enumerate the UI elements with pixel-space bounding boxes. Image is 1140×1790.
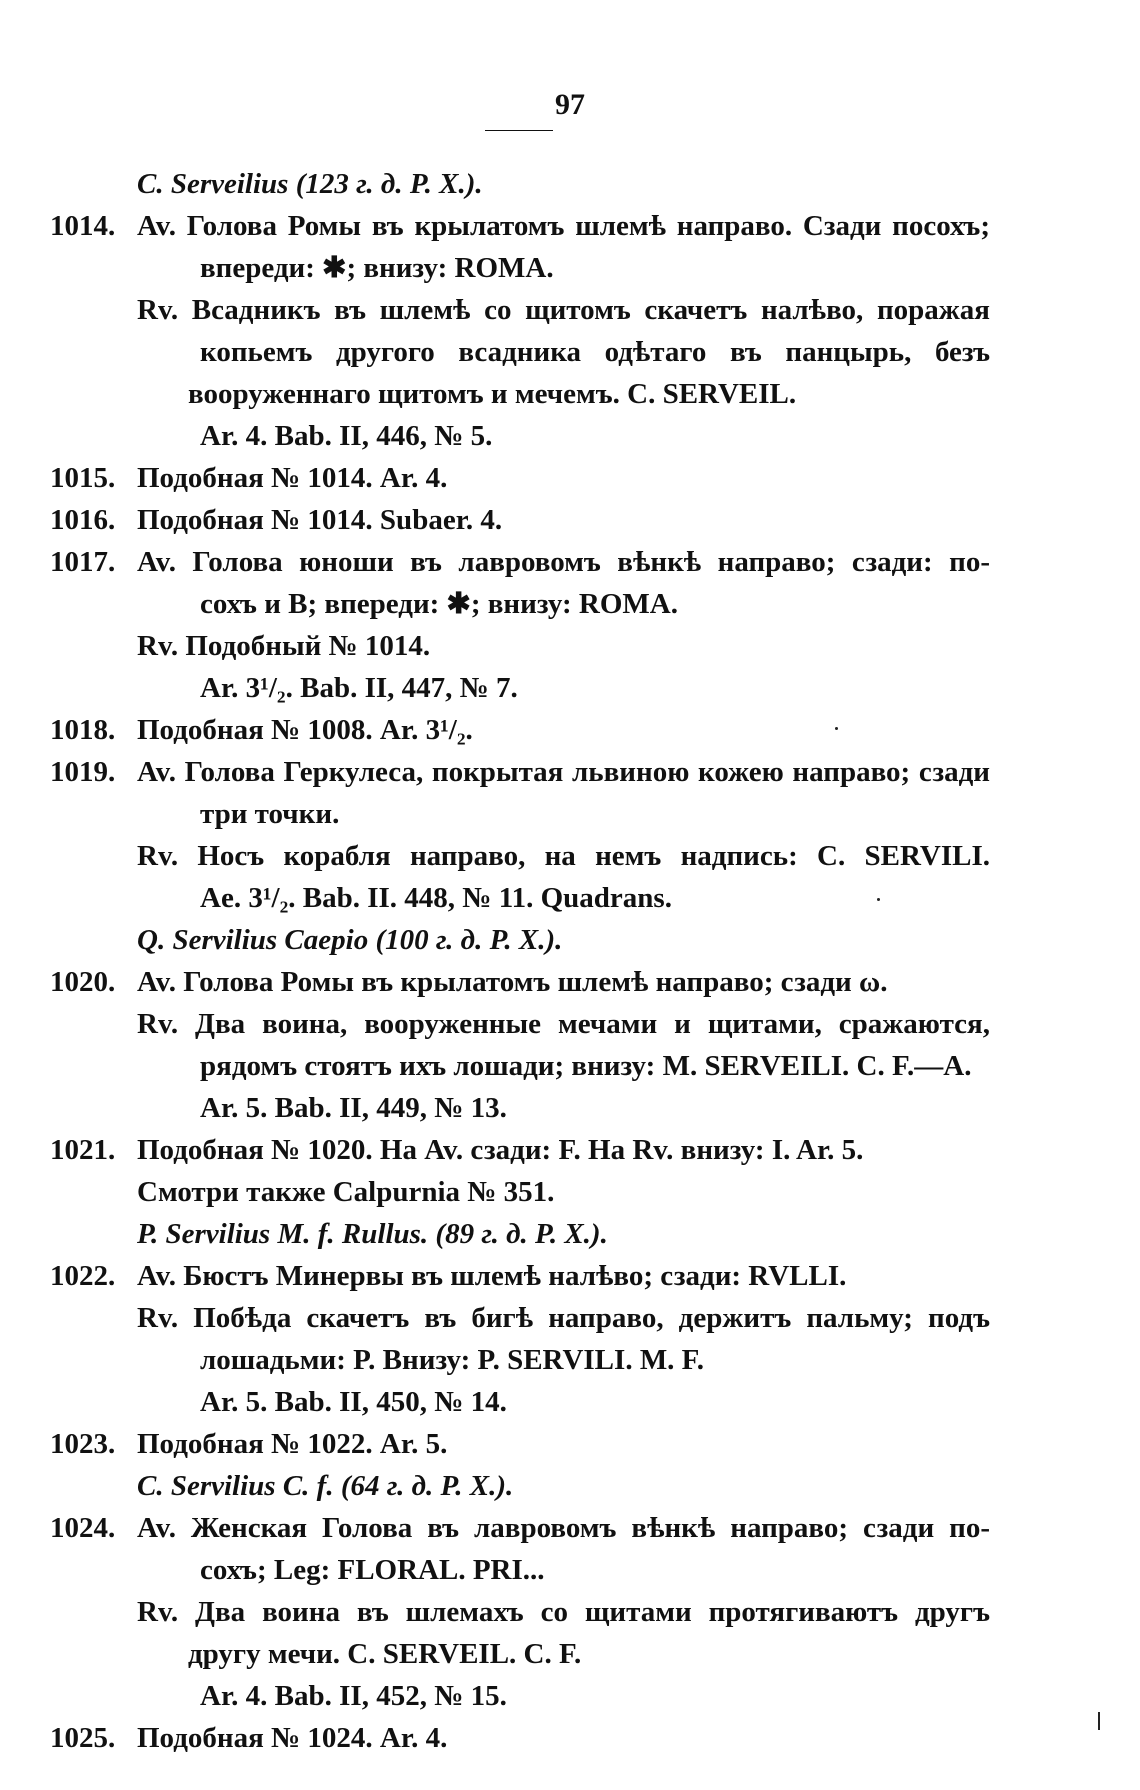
entry-number: 1019. <box>50 756 116 788</box>
entry-number: 1016. <box>50 504 116 536</box>
text-line <box>0 1003 1140 1045</box>
text-line <box>0 877 1140 919</box>
text-line <box>0 667 1140 709</box>
entry-text: Ar. 5. Bab. II, 449, № 13. <box>200 1092 507 1124</box>
entry-text: Rv. Всадникъ въ шлемѣ со щитомъ скачетъ налѣво, поражая <box>137 294 990 326</box>
entry-number: 1023. <box>50 1428 116 1460</box>
text-line <box>0 1339 1140 1381</box>
text-line <box>0 1633 1140 1675</box>
text-line <box>0 919 1140 961</box>
moneyer-heading: P. Servilius M. f. Rullus. (89 г. д. Р. X.). <box>137 1218 608 1250</box>
text-line <box>0 793 1140 835</box>
text-line <box>0 289 1140 331</box>
entry-text: другу мечи. C. SERVEIL. C. F. <box>188 1638 582 1670</box>
entry-number: 1017. <box>50 546 116 578</box>
text-line <box>0 1675 1140 1717</box>
text-line <box>0 415 1140 457</box>
entry-text: Av. Голова Ромы въ крылатомъ шлемѣ направо; сзади ω. <box>137 966 888 998</box>
entry-text: Rv. Подобный № 1014. <box>137 630 431 662</box>
entry-number: 1025. <box>50 1722 116 1754</box>
text-line <box>0 1423 1140 1465</box>
text-line <box>0 1045 1140 1087</box>
moneyer-heading: C. Serveilius (123 г. д. Р. X.). <box>137 168 483 200</box>
text-line <box>0 247 1140 289</box>
entry-number: 1015. <box>50 462 116 494</box>
entry-text: рядомъ стоятъ ихъ лошади; внизу: M. SERVEILI. C. F.—A. <box>200 1050 972 1082</box>
entry-number: 1014. <box>50 210 116 242</box>
entry-number: 1021. <box>50 1134 116 1166</box>
moneyer-heading: C. Servilius C. f. (64 г. д. Р. X.). <box>137 1470 514 1502</box>
entry-text: Rv. Два воина, вооруженные мечами и щитами, сражаются, <box>137 1008 990 1040</box>
entry-number: 1020. <box>50 966 116 998</box>
entry-text: копьемъ другого всадника одѣтаго въ панцырь, безъ <box>200 336 990 368</box>
entry-text: Подобная № 1020. На Av. сзади: F. На Rv. внизу: I. Ar. 5. <box>137 1134 864 1166</box>
entry-text: сохъ и B; впереди: ✱; внизу: ROMA. <box>200 588 678 620</box>
entry-text: Rv. Носъ корабля направо, на немъ надпись: C. SERVILI. <box>137 840 990 872</box>
page-number: 97 <box>555 88 585 121</box>
entry-text: Rv. Два воина въ шлемахъ со щитами протягиваютъ другъ <box>137 1596 990 1628</box>
text-line <box>0 709 1140 751</box>
text-line <box>0 1381 1140 1423</box>
print-speck <box>877 898 880 901</box>
text-line <box>0 163 1140 205</box>
text-line <box>0 457 1140 499</box>
text-line <box>0 751 1140 793</box>
text-line <box>0 1549 1140 1591</box>
text-line <box>0 1087 1140 1129</box>
text-line <box>0 1507 1140 1549</box>
entry-text: Подобная № 1008. Ar. 3¹/₂. <box>137 714 473 746</box>
text-line <box>0 1717 1140 1759</box>
entry-text: вооруженнаго щитомъ и мечемъ. C. SERVEIL. <box>188 378 797 410</box>
text-line <box>0 961 1140 1003</box>
entry-text: Ar. 5. Bab. II, 450, № 14. <box>200 1386 507 1418</box>
entry-text: сохъ; Leg: FLORAL. PRI... <box>200 1554 545 1586</box>
entry-number: 1024. <box>50 1512 116 1544</box>
entry-text: Ar. 4. Bab. II, 446, № 5. <box>200 420 493 452</box>
entry-text: Rv. Побѣда скачетъ въ бигѣ направо, держитъ пальму; подъ <box>137 1302 990 1334</box>
text-line <box>0 205 1140 247</box>
entry-text: Подобная № 1022. Ar. 5. <box>137 1428 448 1460</box>
entry-text: Подобная № 1014. Ar. 4. <box>137 462 448 494</box>
catalog-text <box>0 163 1140 1759</box>
entry-text: Ae. 3¹/₂. Bab. II. 448, № 11. Quadrans. <box>200 882 672 914</box>
text-line <box>0 1171 1140 1213</box>
print-mark <box>1098 1712 1100 1730</box>
text-line <box>0 373 1140 415</box>
text-line <box>0 583 1140 625</box>
entry-text: Av. Голова Ромы въ крылатомъ шлемѣ направо. Сзади посохъ; <box>137 210 990 242</box>
text-line <box>0 1129 1140 1171</box>
entry-text: Av. Бюстъ Минервы въ шлемѣ налѣво; сзади: RVLLI. <box>137 1260 847 1292</box>
entry-text: Подобная № 1014. Subaer. 4. <box>137 504 503 536</box>
entry-text: Подобная № 1024. Ar. 4. <box>137 1722 448 1754</box>
entry-number: 1018. <box>50 714 116 746</box>
print-speck <box>835 727 838 730</box>
text-line <box>0 835 1140 877</box>
text-line <box>0 541 1140 583</box>
text-line <box>0 625 1140 667</box>
text-line <box>0 331 1140 373</box>
page-number-rule <box>485 130 553 131</box>
text-line <box>0 499 1140 541</box>
text-line <box>0 1297 1140 1339</box>
entry-text: лошадьми: P. Внизу: P. SERVILI. M. F. <box>200 1344 704 1376</box>
entry-text: Av. Голова Геркулеса, покрытая львиною кожею направо; сзади <box>137 756 990 788</box>
moneyer-heading: Q. Servilius Caepio (100 г. д. Р. X.). <box>137 924 563 956</box>
entry-number: 1022. <box>50 1260 116 1292</box>
entry-text: Ar. 3¹/₂. Bab. II, 447, № 7. <box>200 672 518 704</box>
text-line <box>0 1591 1140 1633</box>
text-line <box>0 1255 1140 1297</box>
entry-text: три точки. <box>200 798 340 830</box>
entry-text: Ar. 4. Bab. II, 452, № 15. <box>200 1680 507 1712</box>
text-line <box>0 1465 1140 1507</box>
entry-text: впереди: ✱; внизу: ROMA. <box>200 252 554 284</box>
entry-text: Av. Голова юноши въ лавровомъ вѣнкѣ направо; сзади: по- <box>137 546 990 578</box>
text-line <box>0 1213 1140 1255</box>
entry-text: Смотри также Calpurnia № 351. <box>137 1176 555 1208</box>
entry-text: Av. Женская Голова въ лавровомъ вѣнкѣ направо; сзади по- <box>137 1512 990 1544</box>
